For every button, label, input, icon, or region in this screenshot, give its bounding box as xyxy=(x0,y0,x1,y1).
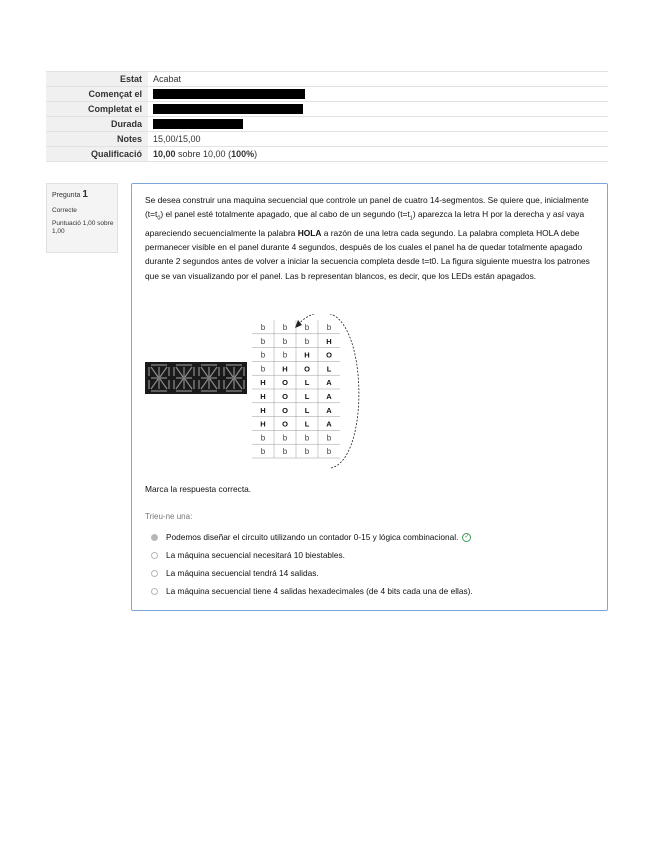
pattern-cell: O xyxy=(282,419,288,429)
question-text: Se desea construir una maquina secuencial que controle un panel de cuatro 14-segmentos. Se quiere que, inicialmente $(t=t_0)$ el panel esté totalmente apagado, que al cabo de un segundo $(t=t_1)$ aparezca la letra H por la derecha y así vaya apareciendo secuencialmente la palabra HOLA a razón de una letra cada segundo. La palabra completa HOLA debe permanecer visible en el panel durante 4 segundos, después de los cuales el panel ha de quedar totalmente apagado durante 2 segundos antes de volver a iniciar la secuencia completa desde t=t0. La figura siguiente muestra los patrones que se van visualizando por el panel. Las b representan blancos, es decir, que los LEDs están apagados. xyxy=(145,195,590,281)
question-info-panel xyxy=(46,183,118,253)
pattern-table xyxy=(252,320,340,458)
redacted-completed-value xyxy=(153,104,303,114)
pattern-cell: A xyxy=(326,392,332,401)
radio-d[interactable] xyxy=(151,588,158,595)
pattern-cell: b xyxy=(304,323,310,332)
pattern-cell: O xyxy=(304,364,310,374)
option-c[interactable] xyxy=(151,568,319,578)
redacted-started-value xyxy=(153,89,305,99)
state-value: Acabat xyxy=(153,74,182,84)
pattern-cell: L xyxy=(304,392,310,401)
pattern-cell: b xyxy=(282,433,288,443)
fourteen-segment-display xyxy=(145,362,247,394)
summary-row-completed xyxy=(46,102,608,117)
led-panel-figure xyxy=(145,314,385,474)
pattern-cell: H xyxy=(260,405,266,415)
summary-row-marks xyxy=(46,132,608,147)
option-a[interactable] xyxy=(151,532,471,542)
pattern-cell: b xyxy=(260,350,266,360)
pattern-cell: b xyxy=(326,447,332,457)
question-score: Puntuació 1,00 sobre 1,00 xyxy=(52,219,114,235)
pattern-cell: b xyxy=(304,447,310,457)
grade-label: Qualificació xyxy=(46,147,148,162)
pattern-cell: A xyxy=(326,378,332,388)
attempt-summary-table xyxy=(46,71,608,162)
grade-value: 10,00 sobre 10,00 (100%) xyxy=(153,149,258,159)
pattern-cell: H xyxy=(326,336,332,346)
summary-row-duration xyxy=(46,117,608,132)
pattern-cell: A xyxy=(326,419,332,429)
summary-row-state xyxy=(46,72,608,87)
pattern-cell: b xyxy=(304,433,310,443)
duration-label: Durada xyxy=(46,117,148,132)
radio-b[interactable] xyxy=(151,552,158,559)
pattern-cell: A xyxy=(326,405,332,415)
pattern-cell: O xyxy=(282,405,288,415)
started-label: Començat el xyxy=(46,87,148,102)
pattern-cell: b xyxy=(260,433,266,443)
summary-row-grade xyxy=(46,147,608,162)
pattern-cell: b xyxy=(260,364,266,374)
redacted-duration-value xyxy=(153,119,243,129)
question-status: Correcte xyxy=(52,206,77,214)
pattern-cell: b xyxy=(326,323,332,332)
option-d-label: La máquina secuencial tiene 4 salidas hexadecimales (de 4 bits cada una de ellas). xyxy=(166,586,473,596)
completed-label: Completat el xyxy=(46,102,148,117)
pattern-cell: b xyxy=(260,447,266,457)
option-b[interactable] xyxy=(151,550,345,560)
pattern-cell: H xyxy=(260,392,266,401)
pattern-cell: H xyxy=(260,419,266,429)
summary-row-started xyxy=(46,87,608,102)
pattern-cell: H xyxy=(282,364,288,374)
option-b-label: La máquina secuencial necesitará 10 biestables. xyxy=(166,550,345,560)
pattern-cell: b xyxy=(260,323,266,332)
pattern-cell: L xyxy=(304,419,310,429)
answer-label: Trieu-ne una: xyxy=(145,512,193,521)
state-label: Estat xyxy=(46,72,148,87)
pattern-cell: O xyxy=(326,350,332,360)
pattern-cell: b xyxy=(326,433,332,443)
pattern-cell: b xyxy=(282,447,288,457)
pattern-cell: O xyxy=(282,392,288,401)
pattern-cell: O xyxy=(282,378,288,388)
option-d[interactable] xyxy=(151,586,473,596)
pattern-cell: L xyxy=(304,405,310,415)
check-circle-icon: ✓ xyxy=(464,533,470,540)
pattern-cell: b xyxy=(260,336,266,346)
pattern-cell: H xyxy=(260,378,266,388)
question-prompt: Marca la respuesta correcta. xyxy=(145,484,252,494)
pattern-cell: L xyxy=(326,364,332,374)
pattern-cell: H xyxy=(304,350,310,360)
option-a-label: Podemos diseñar el circuito utilizando un contador 0-15 y lógica combinacional. xyxy=(166,532,459,542)
question-number: Pregunta 1 xyxy=(52,189,88,200)
pattern-cell: b xyxy=(304,336,310,346)
pattern-cell: b xyxy=(282,350,288,360)
radio-a[interactable] xyxy=(151,534,158,541)
pattern-cell: b xyxy=(282,323,288,332)
pattern-cell: L xyxy=(304,378,310,388)
pattern-cell: b xyxy=(282,336,288,346)
radio-c[interactable] xyxy=(151,570,158,577)
marks-label: Notes xyxy=(46,132,148,147)
option-c-label: La máquina secuencial tendrá 14 salidas. xyxy=(166,568,319,578)
question-content-box xyxy=(131,183,608,611)
marks-value: 15,00/15,00 xyxy=(153,134,201,144)
